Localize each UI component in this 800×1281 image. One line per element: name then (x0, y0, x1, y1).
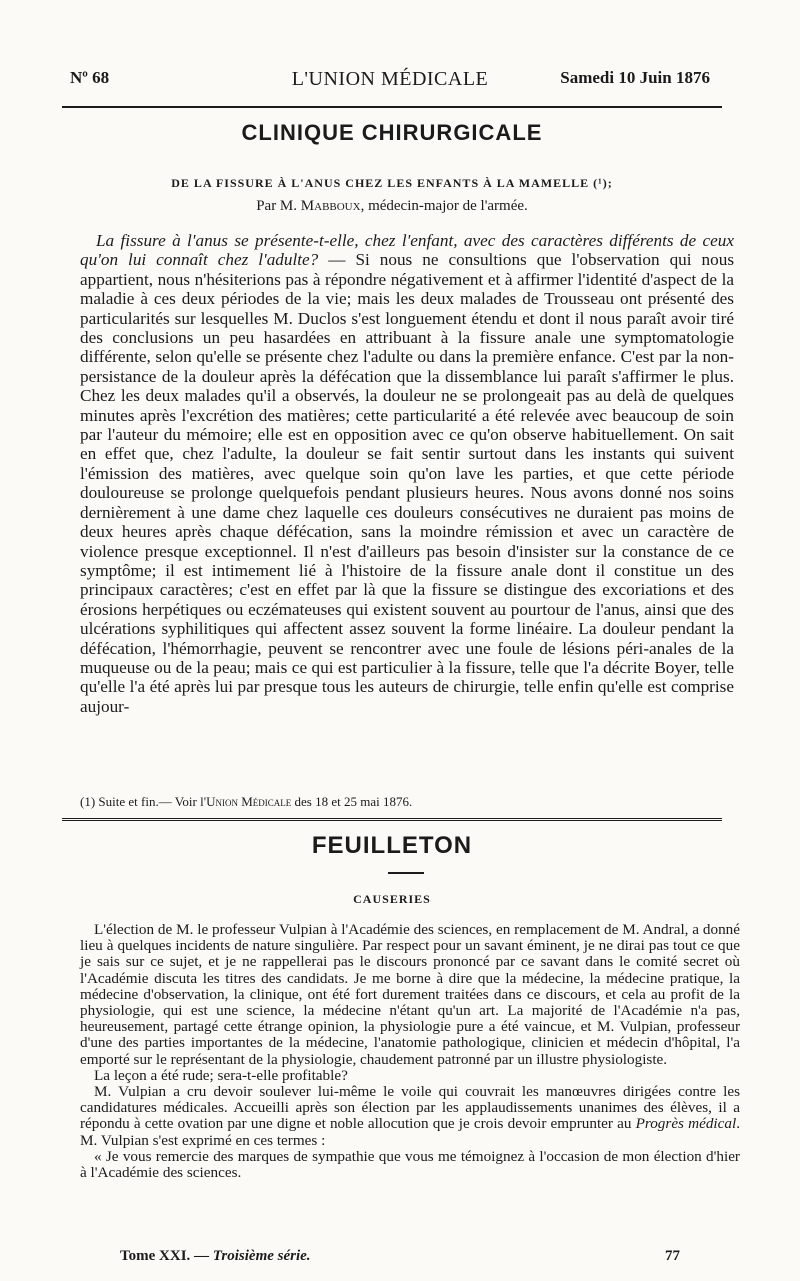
title-ornament (388, 872, 424, 874)
feuilleton-subtitle: CAUSERIES (353, 892, 431, 906)
paragraph-end: . M. Vulpian s'est exprimé en ces termes : (80, 1115, 740, 1149)
byline-author: Mabboux (300, 198, 361, 214)
feuilleton-paragraph: La leçon a été rude; sera-t-elle profitable? (94, 1066, 348, 1084)
page-header (70, 62, 710, 98)
journal-reference: Progrès médical (635, 1115, 737, 1133)
article-body (80, 231, 734, 716)
feuilleton-paragraph (80, 1084, 740, 1149)
footnote-journal: Union Médicale (206, 794, 292, 809)
article-paragraph (80, 231, 734, 716)
article-body-text: — Si nous ne consultions que l'observation qui nous appartient, nous n'hésiterions pas à répondre négativement et à affirmer l'identité d'aspect de la maladie à ces deux périodes de la vie; mais les deux malades de Trousseau ont présenté des particularités sur lesquelles M. Duclos s'est longuement étendu et dont il nous paraît avoir tiré des conclusions un peu hasardées en attribuant à la fissure anale une symptomatologie différente, selon qu'elle se présente chez l'adulte ou dans la première enfance. C'est par la non-persistance de la douleur après la défécation que la dissemblance lui paraît s'affirmer le plus. Chez les deux malades qu'il a observés, la douleur ne se prolongeait pas au delà de quelques minutes après l'excrétion des matières; cette particularité a été relevée avec beaucoup de soin par l'auteur du mémoire; elle est en opposition avec ce qu'on observe habituellement. On sait en effet que, chez l'adulte, la douleur se fait sentir surtout dans les instants qui suivent l'émission des matières, avec quelque soin qu'on lave les parties, et que cette période douloureuse se prolonge quelquefois pendant plusieurs heures. Nous avons donné nos soins dernièrement à une dame chez laquelle ces douleurs consécutives ne duraient pas moins de deux heures après chaque défécation, sans la moindre rémission et avec un caractère de violence presque exceptionnel. Il n'est d'ailleurs pas besoin d'insister sur la constance de ce symptôme; il est intimement lié à l'histoire de la fissure anale dont il constitue un des principaux caractères; c'est en effet par là que la fissure se distingue des excoriations et des érosions herpétiques ou eczémateuses qui existent souvent au pourtour de l'anus, ainsi que des ulcérations syphilitiques qui affectent assez souvent la forme linéaire. La douleur pendant la défécation, l'hémorrhagie, peuvent se rencontrer avec une foule de lésions péri-anales de la muqueuse ou de la peau; mais ce qui est particulier à la fissure, telle que l'a décrite Boyer, telle qu'elle l'a été après lui par presque tous les auteurs de chirurgie, telle enfin qu'elle est comprise aujour- (80, 250, 735, 716)
series-label: Troisième série. (212, 1248, 311, 1264)
journal-title: L'UNION MÉDICALE (291, 68, 489, 90)
article-question: La fissure à l'anus se présente-t-elle, chez l'enfant, avec des caractères différents de ceux qu'on lui connaît chez l'adulte? (80, 231, 734, 270)
feuilleton-separator (62, 818, 722, 821)
byline-prefix: Par M. (256, 198, 298, 214)
footnote-suffix: des 18 et 25 mai 1876. (291, 794, 413, 809)
feuilleton-paragraph: L'élection de M. le professeur Vulpian à l'Académie des sciences, en remplacement de M. Andral, a donné lieu à quelques incidents de nature singulière. Par respect pour un savant éminent, je ne dirai pas tout ce que je sais sur ce sujet, et je ne rappellerai pas le discours prononcé par ce savant dans le comité secret où l'Académie discuta les titres des candidats. Je me borne à dire que la médecine, la médecine pratique, la médecine d'observation, la clinique, ont été fort durement traitées dans ce discours, et cela au profit de la physiologie, qui est une science, la médecine n'étant qu'un art. La majorité de l'Académie n'a pas, heureusement, partagé cette étrange opinion, la physiologie pure a été vaincue, et M. Vulpian, professeur d'une des parties importantes de la médecine, l'anatomie pathologique, clinicien et médecin d'hôpital, l'a emporté sur le représentant de la physiologie, chaudement patronné par un illustre physiologiste. (80, 921, 740, 1068)
footer-dash: — (190, 1248, 213, 1264)
header-rule (62, 106, 722, 108)
feuilleton-paragraph: « Je vous remercie des marques de sympathie que vous me témoignez à l'occasion de mon élection d'hier à l'Académie des sciences. (80, 1147, 740, 1182)
volume-series (120, 1248, 311, 1265)
issue-date: Samedi 10 Juin 1876 (560, 68, 710, 87)
footnote-prefix: (1) Suite et fin.— Voir l' (80, 794, 207, 809)
feuilleton-title: FEUILLETON (311, 832, 473, 859)
article-byline (62, 198, 722, 215)
feuilleton-body (80, 922, 740, 1181)
section-title: CLINIQUE CHIRURGICALE (241, 120, 543, 145)
page-number: 77 (665, 1248, 680, 1264)
issue-number: Nº 68 (70, 68, 110, 87)
page-footer (120, 1248, 680, 1270)
article-footnote (80, 794, 734, 810)
paragraph-text: M. Vulpian a cru devoir soulever lui-même le voile qui couvrait les manœuvres dirigées contre les candidatures médicales. Accueilli après son élection par les applaudissements unanimes des élèves, il a répondu à cette ovation par une digne et noble allocution que je crois devoir emprunter au (80, 1083, 740, 1133)
volume-label: Tome XXI. (120, 1248, 191, 1264)
article-subtitle: DE LA FISSURE À L'ANUS CHEZ LES ENFANTS À LA MAMELLE (¹); (171, 176, 613, 190)
byline-suffix: , médecin-major de l'armée. (360, 198, 528, 214)
